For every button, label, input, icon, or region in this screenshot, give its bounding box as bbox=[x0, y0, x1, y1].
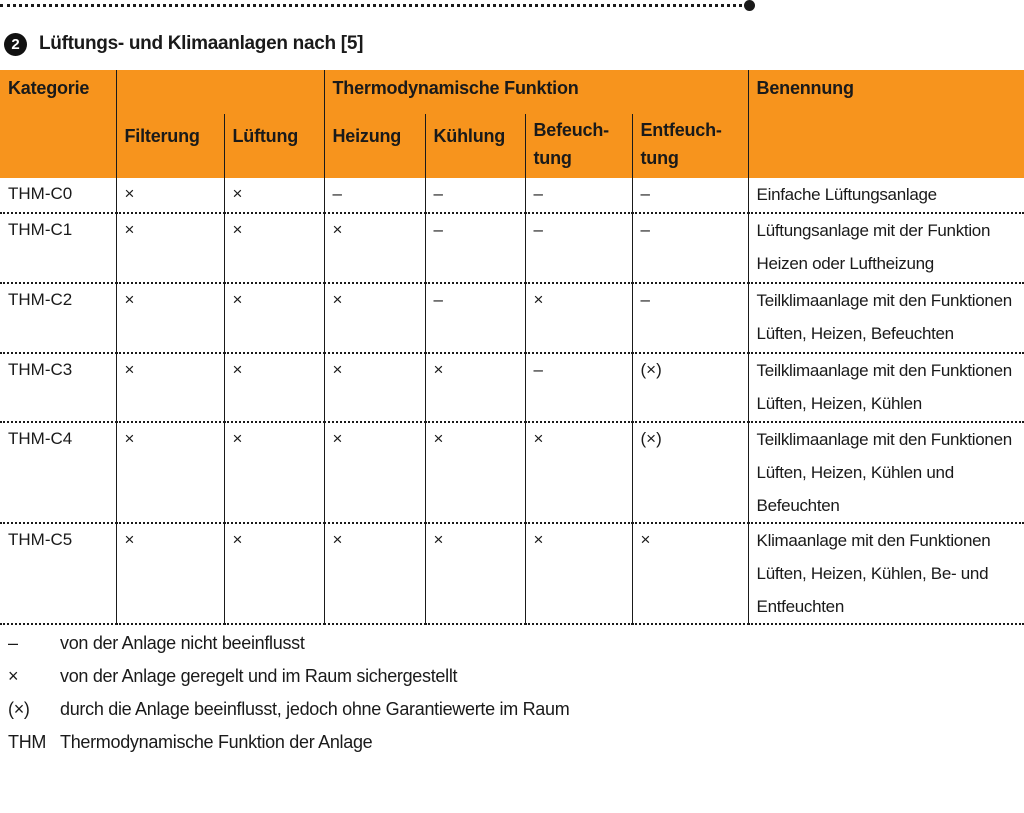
header-lueftung: Lüftung bbox=[224, 114, 324, 178]
cell-lueftung: × bbox=[224, 213, 324, 283]
cell-heizung: × bbox=[324, 213, 425, 283]
legend-symbol: × bbox=[8, 666, 19, 686]
cell-kategorie: THM-C5 bbox=[8, 530, 73, 549]
legend-text: von der Anlage geregelt und im Raum sichergestellt bbox=[60, 666, 458, 686]
cell-lueftung: × bbox=[224, 422, 324, 523]
header-befeuchtung bbox=[525, 114, 632, 178]
header-entfeuchtung-line2: tung bbox=[640, 148, 679, 168]
cell-befeuchtung: × bbox=[525, 283, 632, 353]
cell-benennung: Lüftungsanlage mit der Funktion Heizen oder Luftheizung bbox=[748, 213, 1024, 283]
cell-entfeuchtung: (×) bbox=[632, 422, 748, 523]
ventilation-table bbox=[0, 70, 1024, 625]
cell-filterung: × bbox=[116, 213, 224, 283]
header-kuehlung: Kühlung bbox=[425, 114, 525, 178]
cell-befeuchtung: × bbox=[525, 523, 632, 624]
cell-kuehlung: × bbox=[425, 523, 525, 624]
header-benennung-spacer bbox=[748, 114, 1024, 178]
cell-benennung: Klimaanlage mit den Funktionen Lüften, Heizen, Kühlen, Be- und Entfeuchten bbox=[748, 523, 1024, 624]
cell-kuehlung: – bbox=[425, 283, 525, 353]
cell-lueftung: × bbox=[224, 283, 324, 353]
legend-text: durch die Anlage beeinflusst, jedoch ohne Garantiewerte im Raum bbox=[60, 699, 570, 719]
header-kategorie-spacer bbox=[0, 114, 116, 178]
table-caption bbox=[4, 31, 363, 57]
legend-item bbox=[8, 627, 569, 660]
header-empty-group bbox=[116, 70, 324, 114]
cell-kuehlung: – bbox=[425, 178, 525, 213]
cell-entfeuchtung: (×) bbox=[632, 353, 748, 422]
cell-filterung: × bbox=[116, 353, 224, 422]
cell-benennung: Einfache Lüftungsanlage bbox=[748, 178, 1024, 213]
legend-text: Thermodynamische Funktion der Anlage bbox=[60, 732, 373, 752]
table-row bbox=[0, 213, 1024, 283]
header-kategorie: Kategorie bbox=[0, 70, 116, 114]
legend-item bbox=[8, 693, 569, 726]
cell-kuehlung: × bbox=[425, 353, 525, 422]
header-entfeuchtung bbox=[632, 114, 748, 178]
legend-item bbox=[8, 660, 569, 693]
cell-heizung: × bbox=[324, 283, 425, 353]
header-befeuchtung-line2: tung bbox=[533, 148, 572, 168]
cell-filterung: × bbox=[116, 523, 224, 624]
cell-heizung: × bbox=[324, 353, 425, 422]
cell-entfeuchtung: × bbox=[632, 523, 748, 624]
cell-entfeuchtung: – bbox=[632, 178, 748, 213]
cell-lueftung: × bbox=[224, 353, 324, 422]
cell-benennung: Teilklimaanlage mit den Funktionen Lüften, Heizen, Kühlen bbox=[748, 353, 1024, 422]
table-row bbox=[0, 422, 1024, 523]
cell-lueftung: × bbox=[224, 523, 324, 624]
cell-kategorie: THM-C4 bbox=[8, 429, 73, 448]
header-filterung: Filterung bbox=[116, 114, 224, 178]
caption-number-badge: 2 bbox=[4, 33, 27, 56]
table-row bbox=[0, 283, 1024, 353]
cell-benennung: Teilklimaanlage mit den Funktionen Lüften, Heizen, Befeuchten bbox=[748, 283, 1024, 353]
top-rule-end-dot bbox=[744, 0, 755, 11]
header-befeuchtung-line1: Befeuch- bbox=[533, 120, 609, 140]
header-thermo: Thermodynamische Funktion bbox=[324, 70, 748, 114]
cell-filterung: × bbox=[116, 178, 224, 213]
top-dotted-rule bbox=[0, 4, 748, 7]
legend-symbol: (×) bbox=[8, 699, 30, 719]
header-heizung: Heizung bbox=[324, 114, 425, 178]
cell-kuehlung: – bbox=[425, 213, 525, 283]
cell-entfeuchtung: – bbox=[632, 283, 748, 353]
table-row bbox=[0, 523, 1024, 624]
legend-symbol: THM bbox=[8, 732, 47, 752]
legend-symbol: – bbox=[8, 633, 18, 653]
cell-filterung: × bbox=[116, 422, 224, 523]
caption-title: Lüftungs- und Klimaanlagen nach [5] bbox=[39, 33, 364, 54]
cell-heizung: × bbox=[324, 422, 425, 523]
header-entfeuchtung-line1: Entfeuch- bbox=[640, 120, 722, 140]
cell-filterung: × bbox=[116, 283, 224, 353]
cell-kategorie: THM-C3 bbox=[8, 360, 73, 379]
cell-kategorie: THM-C2 bbox=[8, 290, 73, 309]
cell-kategorie: THM-C0 bbox=[8, 184, 73, 203]
cell-benennung: Teilklimaanlage mit den Funktionen Lüften, Heizen, Kühlen und Befeuchten bbox=[748, 422, 1024, 523]
cell-heizung: × bbox=[324, 523, 425, 624]
cell-befeuchtung: – bbox=[525, 353, 632, 422]
cell-kuehlung: × bbox=[425, 422, 525, 523]
cell-entfeuchtung: – bbox=[632, 213, 748, 283]
legend-item bbox=[8, 726, 569, 759]
cell-lueftung: × bbox=[224, 178, 324, 213]
table-row bbox=[0, 353, 1024, 422]
header-benennung: Benennung bbox=[748, 70, 1024, 114]
cell-befeuchtung: – bbox=[525, 213, 632, 283]
legend-text: von der Anlage nicht beeinflusst bbox=[60, 633, 305, 653]
cell-befeuchtung: – bbox=[525, 178, 632, 213]
cell-befeuchtung: × bbox=[525, 422, 632, 523]
table-row bbox=[0, 178, 1024, 213]
cell-heizung: – bbox=[324, 178, 425, 213]
legend bbox=[8, 627, 569, 759]
cell-kategorie: THM-C1 bbox=[8, 220, 73, 239]
